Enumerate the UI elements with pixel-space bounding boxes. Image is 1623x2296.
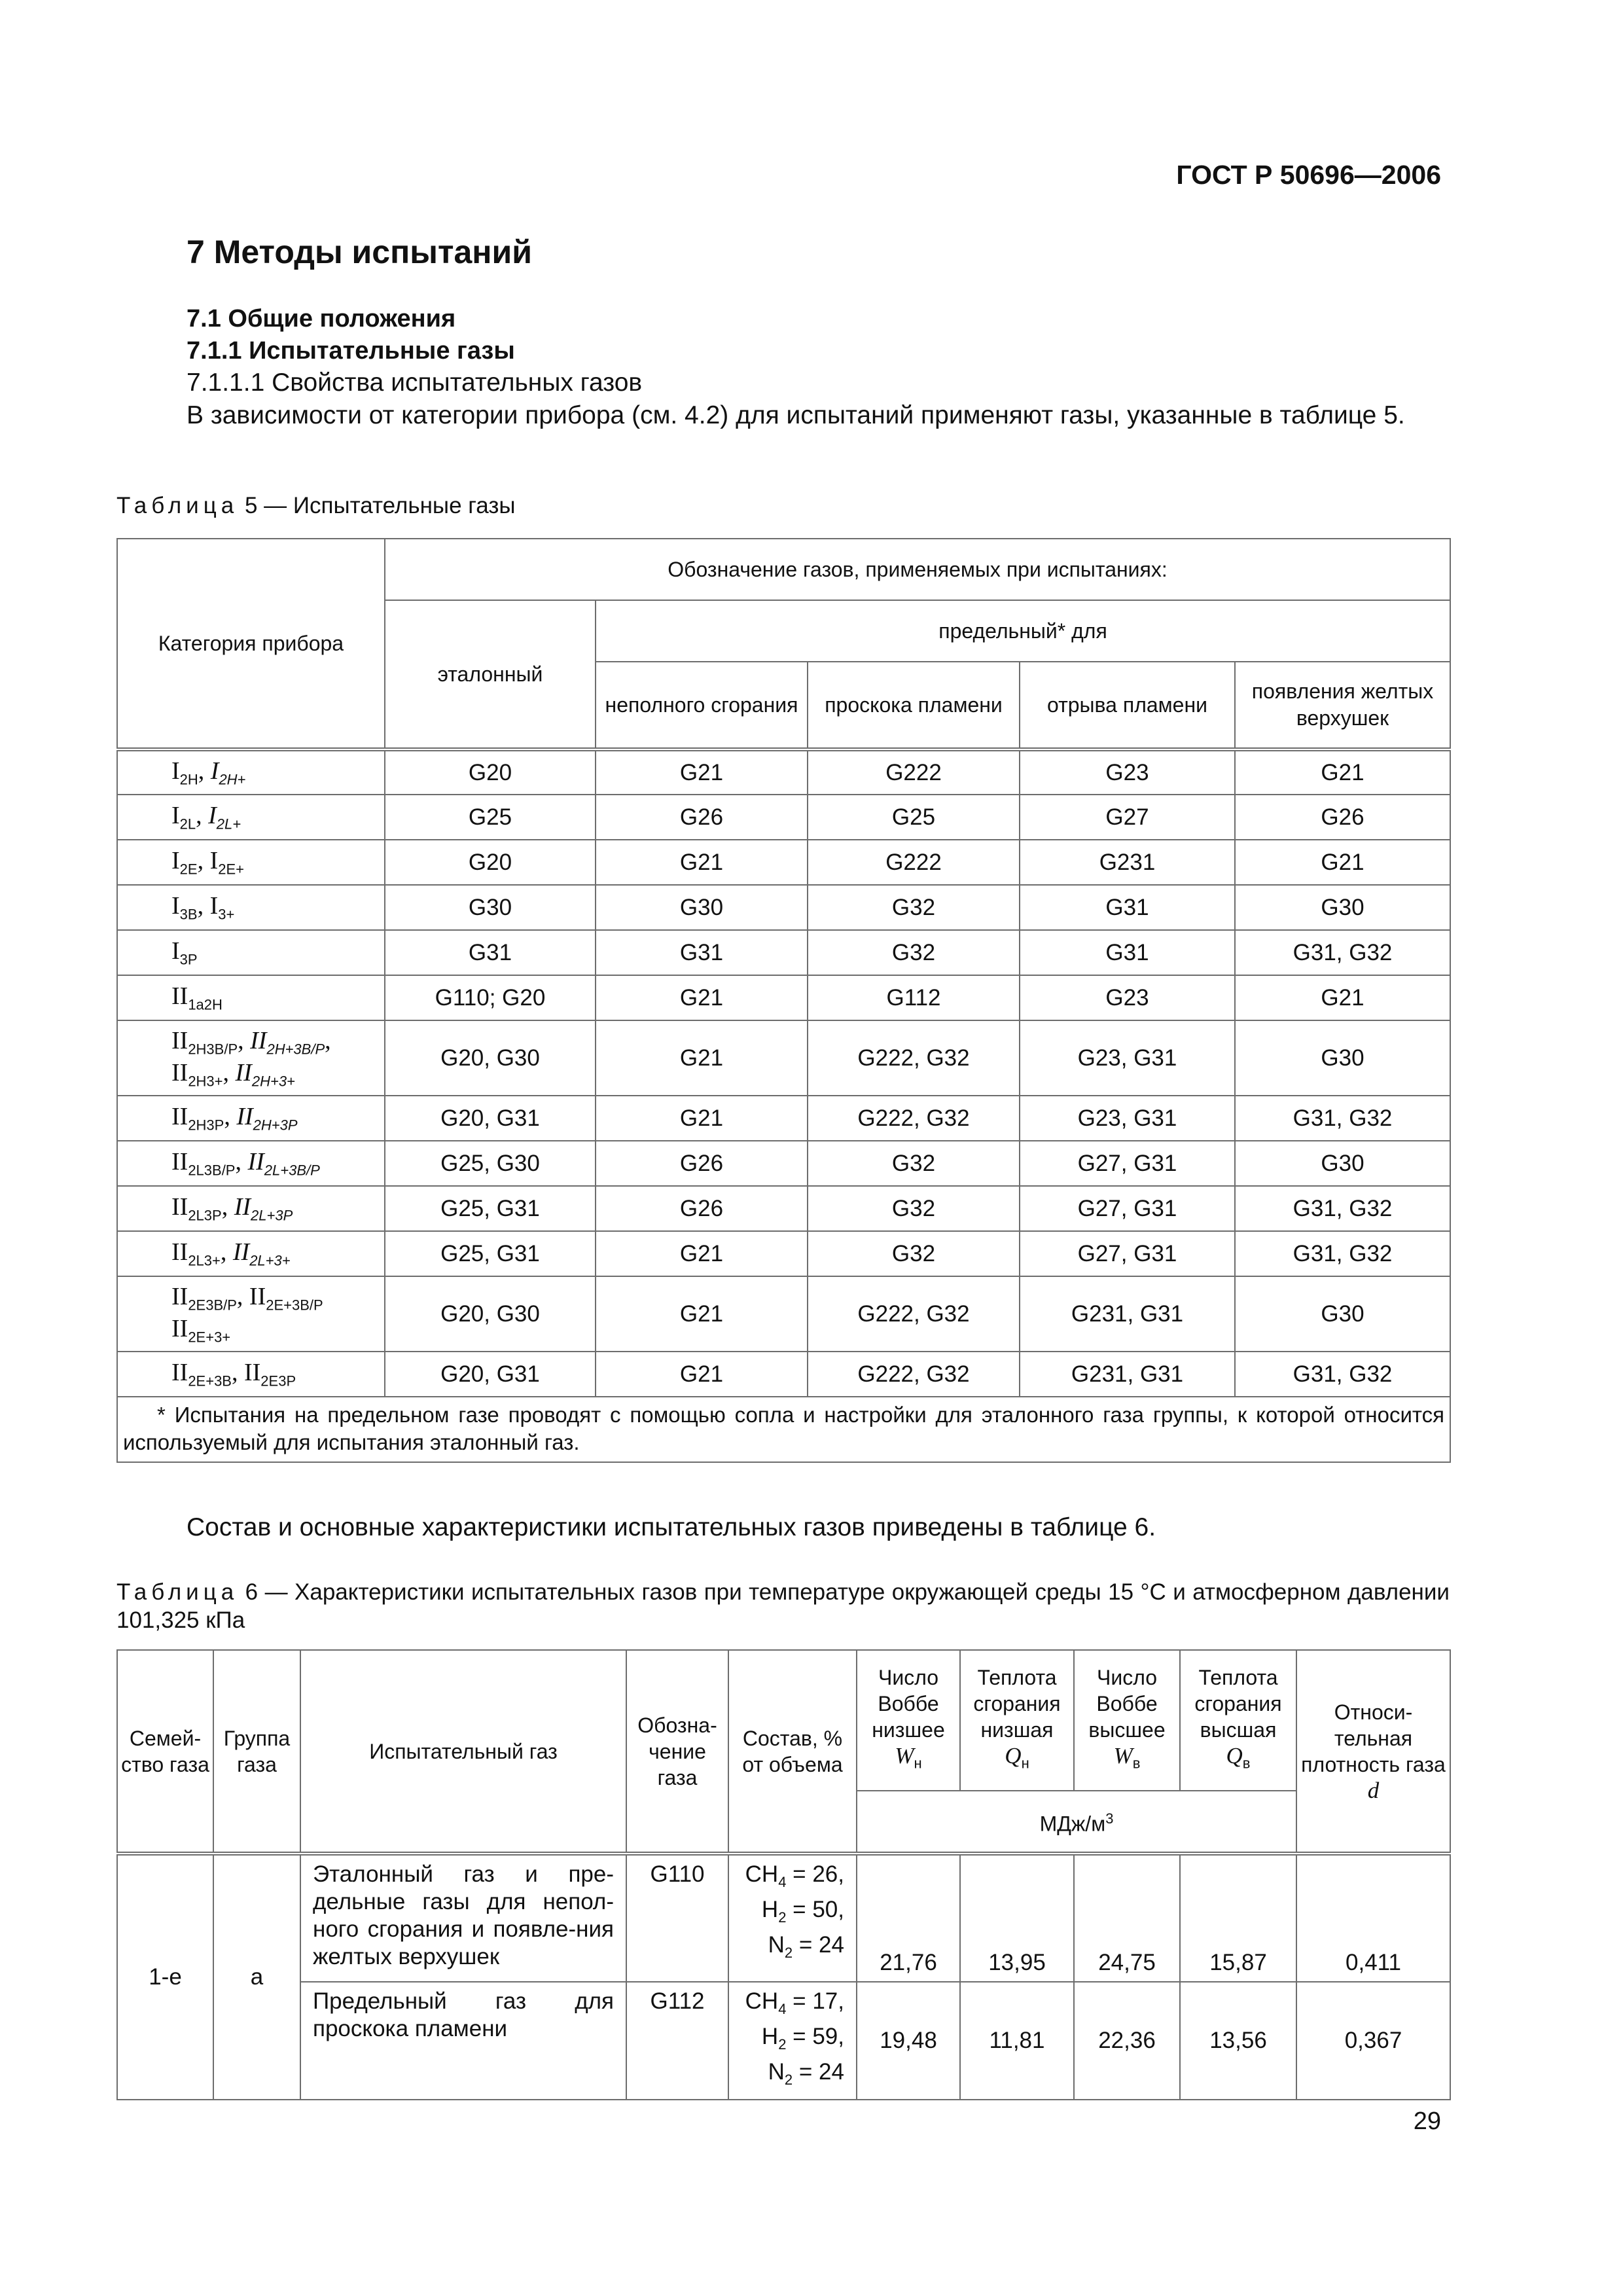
t5-row bbox=[117, 1276, 1450, 1352]
table6-caption-text: 6 — Характеристики испытательных газов при температуре окружающей среды 15 °С и атмосферном давлении 101,325 кПа bbox=[116, 1579, 1450, 1633]
t6-density: 0,411 bbox=[1296, 1854, 1450, 1982]
t5-row bbox=[117, 1096, 1450, 1141]
t5-cell: G231, G31 bbox=[1020, 1352, 1235, 1397]
subsection-7-1-1: 7.1.1 Испытательные газы bbox=[187, 337, 515, 365]
t5-category: $II_{2E3B/P}$, $II_{2E+3B/P}$ $II_{2E+3+}$ bbox=[117, 1276, 385, 1352]
t5-body bbox=[117, 749, 1450, 1397]
t5-cell: G21 bbox=[596, 1020, 808, 1096]
t5-cell: G231, G31 bbox=[1020, 1276, 1235, 1352]
t5-category-code: $I_{3P}$ bbox=[171, 937, 198, 968]
t6-composition: $CH_4 = 26$, $H_2 = 50$, $N_2 = 24$ bbox=[728, 1854, 857, 1982]
subsection-7-1: 7.1 Общие положения bbox=[187, 305, 456, 332]
t5-cell: G20, G31 bbox=[385, 1096, 596, 1141]
t5-cell: G21 bbox=[1235, 975, 1450, 1020]
t5-category-code: $I_{2H}$ bbox=[171, 757, 198, 788]
t5-cell: G21 bbox=[596, 975, 808, 1020]
t6-gas-code: G110 bbox=[626, 1854, 728, 1982]
t5-cell: G25, G31 bbox=[385, 1231, 596, 1276]
t5-header-category: Категория прибора bbox=[117, 539, 385, 749]
t5-row bbox=[117, 840, 1450, 885]
t5-cell: G32 bbox=[808, 1186, 1020, 1231]
t5-category: $II_{2L3P}$, $II_{2L+3P}$ bbox=[117, 1186, 385, 1231]
t5-category-code: $II_{2E3P}$ bbox=[243, 1359, 296, 1390]
t5-category: $I_{2H}$, $I_{2H+}$ bbox=[117, 749, 385, 795]
t5-category-code: $I_{2E+}$ bbox=[209, 847, 244, 878]
t5-cell: G26 bbox=[596, 1141, 808, 1186]
t5-category-code: $II_{2L3B/P}$ bbox=[171, 1148, 236, 1179]
t5-cell: G26 bbox=[1235, 795, 1450, 840]
t5-cell: G27, G31 bbox=[1020, 1186, 1235, 1231]
t5-category-code: $II_{2H+3B/P}$ bbox=[250, 1026, 325, 1058]
t5-row bbox=[117, 930, 1450, 975]
t5-cell: G31 bbox=[596, 930, 808, 975]
t6-header-heat-high: Теплота сгорания высшая $Q_в$ bbox=[1180, 1650, 1296, 1791]
t5-category-code: $II_{2H3+}$ bbox=[171, 1058, 223, 1090]
t5-cell: G20, G30 bbox=[385, 1276, 596, 1352]
t5-category: $II_{2H3P}$, $II_{2H+3P}$ bbox=[117, 1096, 385, 1141]
t5-category-code: $I_{3+}$ bbox=[209, 892, 235, 923]
t6-header-gas: Испытательный газ bbox=[300, 1650, 626, 1854]
t5-row bbox=[117, 1020, 1450, 1096]
t5-cell: G222, G32 bbox=[808, 1352, 1020, 1397]
t5-cell: G222 bbox=[808, 749, 1020, 795]
t5-cell: G21 bbox=[1235, 840, 1450, 885]
t5-category-code: $II_{2L3P}$ bbox=[171, 1193, 222, 1224]
t6-composition: $CH_4 = 17$, $H_2 = 59$, $N_2 = 24$ bbox=[728, 1982, 857, 2100]
t5-cell: G26 bbox=[596, 795, 808, 840]
t5-category-code: $II_{2E+3B}$ bbox=[171, 1359, 232, 1390]
t5-cell: G110; G20 bbox=[385, 975, 596, 1020]
t5-cell: G31, G32 bbox=[1235, 1231, 1450, 1276]
t5-header-designation: Обозначение газов, применяемых при испытаниях: bbox=[385, 539, 1450, 600]
t5-cell: G231 bbox=[1020, 840, 1235, 885]
t5-cell: G32 bbox=[808, 930, 1020, 975]
t5-category-code: $II_{2E+3+}$ bbox=[171, 1314, 231, 1346]
t5-category bbox=[117, 975, 385, 1020]
t6-header-designation: Обозна-чение газа bbox=[626, 1650, 728, 1854]
t5-cell: G25 bbox=[385, 795, 596, 840]
t6-family: 1-е bbox=[117, 1854, 213, 2100]
t5-cell: G30 bbox=[1235, 1020, 1450, 1096]
t5-cell: G23, G31 bbox=[1020, 1096, 1235, 1141]
t5-header-yellow: появления желтых верхушек bbox=[1235, 662, 1450, 749]
t5-cell: G112 bbox=[808, 975, 1020, 1020]
t5-category: $I_{2E}$, $I_{2E+}$ bbox=[117, 840, 385, 885]
t5-category-code: $II_{2L3+}$ bbox=[171, 1238, 221, 1269]
t5-cell: G23, G31 bbox=[1020, 1020, 1235, 1096]
t5-cell: G31, G32 bbox=[1235, 1352, 1450, 1397]
table-5 bbox=[116, 538, 1451, 1463]
table6-caption bbox=[116, 1578, 1450, 1634]
t5-row bbox=[117, 749, 1450, 795]
t5-cell: G31 bbox=[1020, 930, 1235, 975]
t5-category: $I_{3B}$, $I_{3+}$ bbox=[117, 885, 385, 930]
t6-header-composition: Состав, % от объема bbox=[728, 1650, 857, 1854]
t5-cell: G31, G32 bbox=[1235, 1186, 1450, 1231]
t5-header-reference: эталонный bbox=[385, 600, 596, 749]
t5-category-code: $I_{2L+}$ bbox=[208, 802, 241, 833]
t5-cell: G25, G30 bbox=[385, 1141, 596, 1186]
t5-category-code: $II_{2E+3B/P}$ bbox=[249, 1282, 323, 1314]
t5-category-code: $II_{2H+3+}$ bbox=[235, 1058, 295, 1090]
t5-cell: G25, G31 bbox=[385, 1186, 596, 1231]
standard-number: ГОСТ Р 50696—2006 bbox=[1176, 160, 1441, 190]
t5-category: $II_{2L3+}$, $II_{2L+3+}$ bbox=[117, 1231, 385, 1276]
t5-row bbox=[117, 1231, 1450, 1276]
t5-cell: G222 bbox=[808, 840, 1020, 885]
t6-heat-low: 13,95 bbox=[960, 1854, 1074, 1982]
t5-category-code: $II_{1a2H}$ bbox=[171, 982, 223, 1013]
t6-header-unit: МДж/$м^3$ bbox=[857, 1791, 1296, 1854]
t6-wobbe-low: 19,48 bbox=[857, 1982, 960, 2100]
t5-row bbox=[117, 1141, 1450, 1186]
t5-cell: G23 bbox=[1020, 749, 1235, 795]
t5-category-code: $I_{2E}$ bbox=[171, 847, 198, 878]
t5-cell: G27, G31 bbox=[1020, 1141, 1235, 1186]
subsection-7-1-1-1: 7.1.1.1 Свойства испытательных газов bbox=[187, 368, 643, 397]
table6-reference-paragraph: Состав и основные характеристики испытательных газов приведены в таблице 6. bbox=[187, 1513, 1156, 1541]
t5-cell: G25 bbox=[808, 795, 1020, 840]
t5-cell: G222, G32 bbox=[808, 1096, 1020, 1141]
t5-cell: G31, G32 bbox=[1235, 1096, 1450, 1141]
t5-category-code: $I_{2H+}$ bbox=[210, 757, 246, 788]
t5-cell: G222, G32 bbox=[808, 1276, 1020, 1352]
t5-category: $II_{2E+3B}$, $II_{2E3P}$ bbox=[117, 1352, 385, 1397]
t5-cell: G21 bbox=[596, 840, 808, 885]
page-number: 29 bbox=[1413, 2108, 1441, 2135]
t5-category bbox=[117, 930, 385, 975]
t5-category: $II_{2L3B/P}$, $II_{2L+3B/P}$ bbox=[117, 1141, 385, 1186]
t5-cell: G21 bbox=[596, 749, 808, 795]
t6-gas-name: Предельный газ для проскока пламени bbox=[300, 1982, 626, 2100]
t5-cell: G222, G32 bbox=[808, 1020, 1020, 1096]
intro-paragraph: В зависимости от категории прибора (см. 4.2) для испытаний применяют газы, указанные в таблице 5. bbox=[187, 401, 1405, 429]
t5-cell: G26 bbox=[596, 1186, 808, 1231]
t5-category: $I_{2L}$, $I_{2L+}$ bbox=[117, 795, 385, 840]
t5-cell: G23 bbox=[1020, 975, 1235, 1020]
t5-row bbox=[117, 975, 1450, 1020]
section-title: 7 Методы испытаний bbox=[187, 234, 532, 270]
t5-cell: G20 bbox=[385, 840, 596, 885]
t5-cell: G21 bbox=[1235, 749, 1450, 795]
t6-heat-high: 13,56 bbox=[1180, 1982, 1296, 2100]
t5-category-code: $II_{2H+3P}$ bbox=[236, 1103, 298, 1134]
table6-caption-label: Таблица bbox=[116, 1579, 239, 1605]
t5-cell: G32 bbox=[808, 1231, 1020, 1276]
t5-cell: G21 bbox=[596, 1096, 808, 1141]
t5-footnote-text: * Испытания на предельном газе проводят с помощью сопла и настройки для эталонного газа группы, к которой относится используемый для испытания эталонный газ. bbox=[123, 1403, 1445, 1454]
t5-header-flashback: проскока пламени bbox=[808, 662, 1020, 749]
t5-category-code: $II_{2L+3B/P}$ bbox=[247, 1148, 320, 1179]
t5-cell: G20, G30 bbox=[385, 1020, 596, 1096]
t5-header-incomplete: неполного сгорания bbox=[596, 662, 808, 749]
t5-category-code: $II_{2E3B/P}$ bbox=[171, 1282, 237, 1314]
t5-cell: G27 bbox=[1020, 795, 1235, 840]
t5-cell: G30 bbox=[1235, 885, 1450, 930]
t6-gas-code: G112 bbox=[626, 1982, 728, 2100]
table5-caption-label: Таблица bbox=[116, 493, 239, 518]
t5-row bbox=[117, 1352, 1450, 1397]
table5-caption bbox=[116, 492, 516, 520]
t6-header-heat-low: Теплота сгорания низшая $Q_н$ bbox=[960, 1650, 1074, 1791]
t5-header-liftoff: отрыва пламени bbox=[1020, 662, 1235, 749]
t5-category-code: $I_{2L}$ bbox=[171, 802, 196, 833]
t5-cell: G30 bbox=[596, 885, 808, 930]
t6-wobbe-high: 24,75 bbox=[1074, 1854, 1180, 1982]
t6-header-group: Группа газа bbox=[213, 1650, 300, 1854]
t5-cell: G32 bbox=[808, 885, 1020, 930]
t6-header-wobbe-high: Число Воббе высшее $W_в$ bbox=[1074, 1650, 1180, 1791]
t5-cell: G20 bbox=[385, 749, 596, 795]
t5-row bbox=[117, 795, 1450, 840]
table-6 bbox=[116, 1649, 1451, 2100]
t5-cell: G30 bbox=[1235, 1276, 1450, 1352]
t5-cell: G30 bbox=[385, 885, 596, 930]
t5-cell: G31, G32 bbox=[1235, 930, 1450, 975]
t5-category-code: $II_{2H3P}$ bbox=[171, 1103, 224, 1134]
t5-cell: G21 bbox=[596, 1276, 808, 1352]
t5-cell: G32 bbox=[808, 1141, 1020, 1186]
t6-heat-high: 15,87 bbox=[1180, 1854, 1296, 1982]
t5-cell: G21 bbox=[596, 1352, 808, 1397]
t6-density: 0,367 bbox=[1296, 1982, 1450, 2100]
t5-category-code: $I_{3B}$ bbox=[171, 892, 198, 923]
t5-header-limit: предельный* для bbox=[596, 600, 1450, 662]
t6-gas-name: Эталонный газ и пре-дельные газы для непол-ного сгорания и появле-ния желтых верхушек bbox=[300, 1854, 626, 1982]
t5-category-code: $II_{2L+3P}$ bbox=[234, 1193, 293, 1224]
t5-cell: G31 bbox=[1020, 885, 1235, 930]
t6-header-density: Относи-тельная плотность газа d bbox=[1296, 1650, 1450, 1854]
t5-category-code: $II_{2H3B/P}$ bbox=[171, 1026, 238, 1058]
t5-cell: G27, G31 bbox=[1020, 1231, 1235, 1276]
t5-cell: G30 bbox=[1235, 1141, 1450, 1186]
t5-row bbox=[117, 1186, 1450, 1231]
t6-wobbe-low: 21,76 bbox=[857, 1854, 960, 1982]
t5-footnote bbox=[117, 1397, 1450, 1462]
t5-cell: G21 bbox=[596, 1231, 808, 1276]
t5-row bbox=[117, 885, 1450, 930]
table5-caption-text: 5 — Испытательные газы bbox=[244, 493, 516, 518]
t6-wobbe-high: 22,36 bbox=[1074, 1982, 1180, 2100]
t6-header-family: Семей-ство газа bbox=[117, 1650, 213, 1854]
t5-cell: G20, G31 bbox=[385, 1352, 596, 1397]
t5-category-code: $II_{2L+3+}$ bbox=[232, 1238, 291, 1269]
t6-group: а bbox=[213, 1854, 300, 2100]
t5-category: $II_{2H3B/P}$, $II_{2H+3B/P}$, $II_{2H3+}$, $II_{2H+3+}$ bbox=[117, 1020, 385, 1096]
t6-header-wobbe-low: Число Воббе низшее $W_н$ bbox=[857, 1650, 960, 1791]
t6-heat-low: 11,81 bbox=[960, 1982, 1074, 2100]
t5-cell: G31 bbox=[385, 930, 596, 975]
